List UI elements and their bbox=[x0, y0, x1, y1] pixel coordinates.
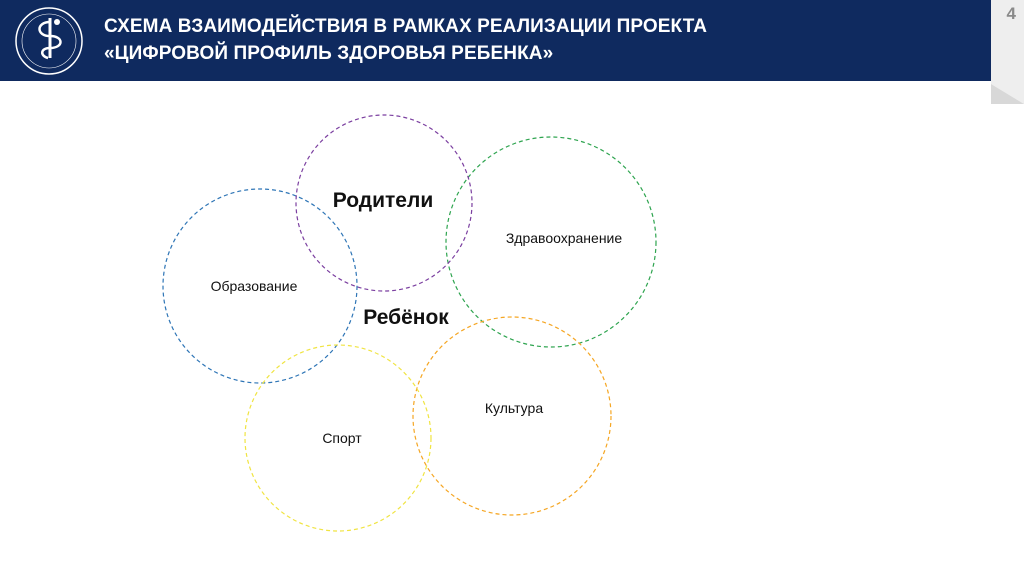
label-education: Образование bbox=[210, 278, 298, 294]
label-healthcare: Здравоохранение bbox=[505, 230, 623, 246]
label-child: Ребёнок bbox=[363, 306, 449, 329]
label-culture: Культура bbox=[484, 400, 544, 416]
title-line-1: СХЕМА ВЗАИМОДЕЙСТВИЯ В РАМКАХ РЕАЛИЗАЦИИ ПРОЕКТА bbox=[104, 16, 708, 37]
title-line-2: «ЦИФРОВОЙ ПРОФИЛЬ ЗДОРОВЬЯ РЕБЕНКА» bbox=[104, 43, 554, 64]
label-sport: Спорт bbox=[322, 430, 362, 446]
page-number: 4 bbox=[1006, 4, 1016, 23]
label-parents: Родители bbox=[332, 189, 434, 212]
circle-culture bbox=[413, 317, 611, 515]
